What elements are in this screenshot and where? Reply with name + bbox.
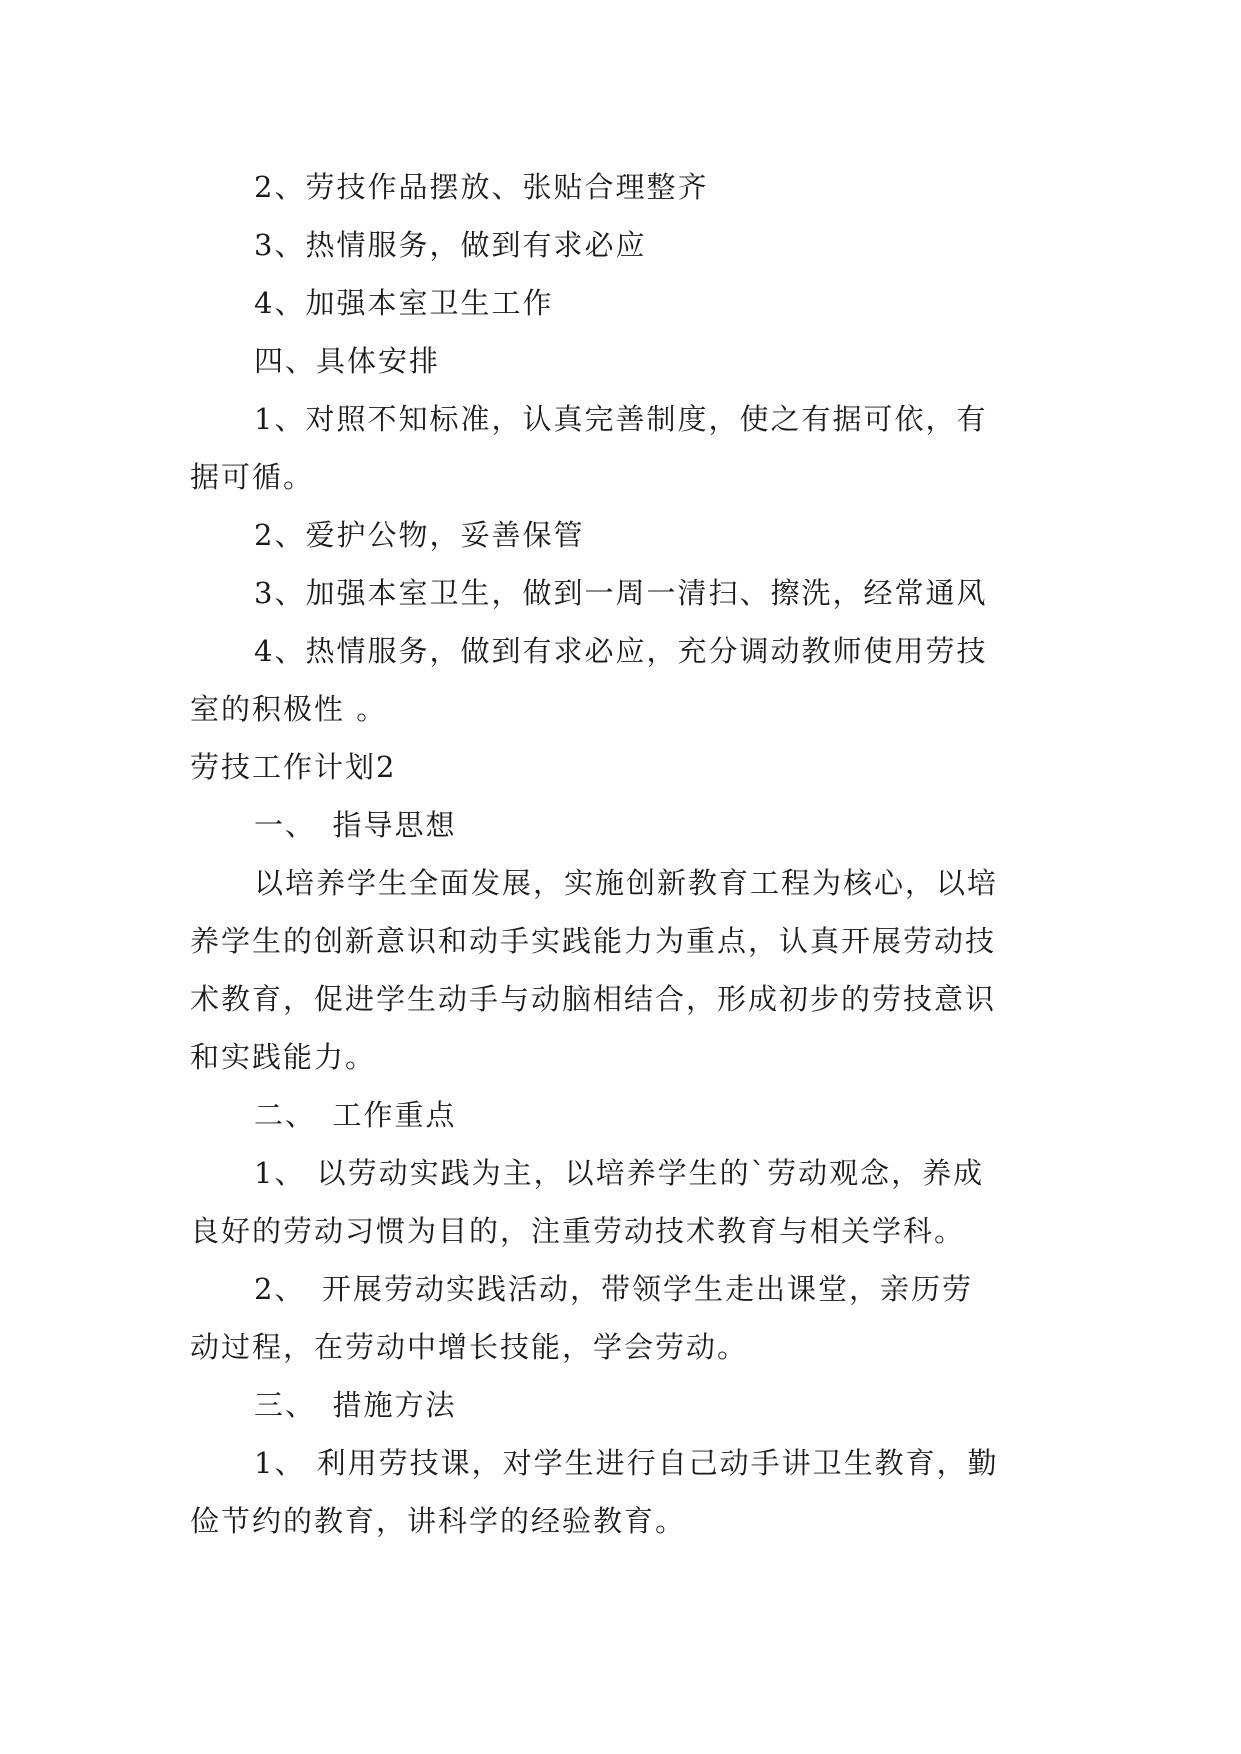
section-heading: 一、 指导思想 [254,808,457,842]
text-line: 以培养学生全面发展，实施创新教育工程为核心，以培 [254,866,999,900]
text-line: 2、爱护公物，妥善保管 [254,518,585,552]
text-line: 室的积极性 。 [190,692,388,726]
document-body [190,158,1050,1550]
text-line: 3、热情服务，做到有求必应 [254,228,647,262]
text-line: 1、 以劳动实践为主，以培养学生的`劳动观念，养成 [254,1156,985,1190]
text-line: 1、对照不知标准，认真完善制度，使之有据可依，有 [254,402,988,436]
text-line: 术教育，促进学生动手与动脑相结合，形成初步的劳技意识 [190,982,997,1016]
text-line: 和实践能力。 [190,1040,377,1074]
text-line: 据可循。 [190,460,315,494]
text-line: 1、 利用劳技课，对学生进行自己动手讲卫生教育，勤 [254,1446,999,1480]
text-line: 4、热情服务，做到有求必应，充分调动教师使用劳技 [254,634,988,668]
text-line: 动过程，在劳动中增长技能，学会劳动。 [190,1330,749,1364]
text-line: 俭节约的教育，讲科学的经验教育。 [190,1504,687,1538]
document-title: 劳技工作计划2 [190,750,397,784]
text-line: 2、劳技作品摆放、张贴合理整齐 [254,170,709,204]
section-heading: 四、具体安排 [254,344,441,378]
section-heading: 二、 工作重点 [254,1098,457,1132]
section-heading: 三、 措施方法 [254,1388,457,1422]
text-line: 2、 开展劳动实践活动，带领学生走出课堂，亲历劳 [254,1272,973,1306]
text-line: 4、加强本室卫生工作 [254,286,554,320]
text-line: 良好的劳动习惯为目的，注重劳动技术教育与相关学科。 [190,1214,966,1248]
text-line: 养学生的创新意识和动手实践能力为重点，认真开展劳动技 [190,924,997,958]
text-line: 3、加强本室卫生，做到一周一清扫、擦洗，经常通风 [254,576,988,610]
